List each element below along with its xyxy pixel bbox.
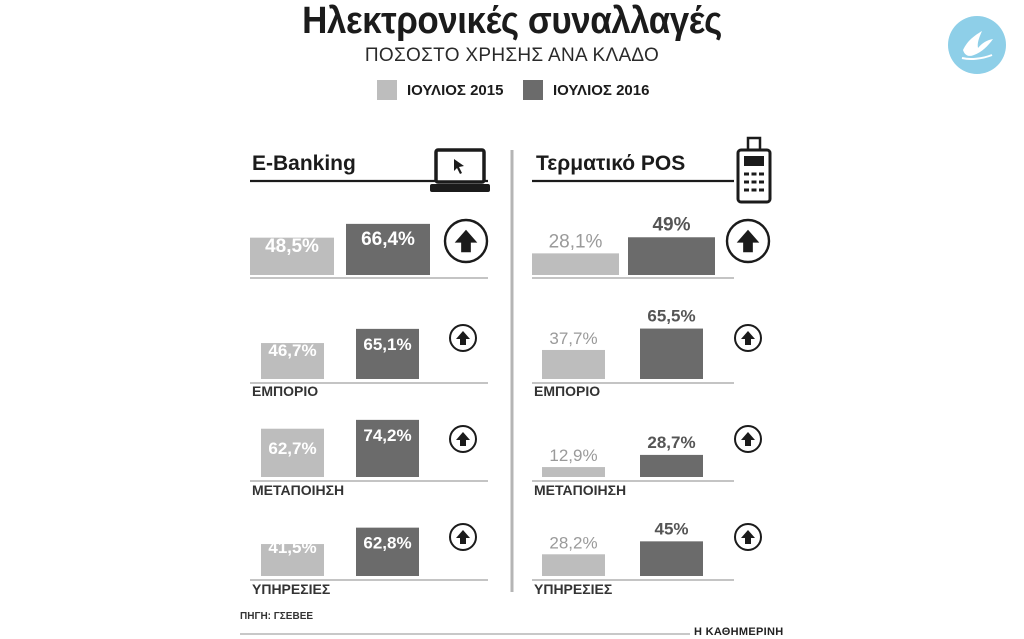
pos-row-1-bar-2015 bbox=[542, 350, 605, 379]
ebanking-row-1-label-2015: 46,7% bbox=[268, 341, 317, 360]
pos-row-2-bar-2016 bbox=[640, 455, 703, 477]
ebanking-row-2-label-2015: 62,7% bbox=[268, 439, 317, 458]
source-note: ΠΗΓΗ: ΓΣΕΒΕΕ bbox=[240, 611, 314, 622]
pos-row-3-arrow-up-circle-icon bbox=[735, 524, 761, 550]
ebanking-row-0-arrow-up-circle-icon bbox=[445, 220, 487, 262]
pos-row-2-bar-2015 bbox=[542, 467, 605, 477]
pos-row-1-label-2015: 37,7% bbox=[549, 328, 598, 348]
pos-row-2-arrow-up-circle-icon bbox=[735, 426, 761, 452]
pos-row-2-label-2016: 28,7% bbox=[647, 432, 696, 452]
ebanking-row-2-label-2016: 74,2% bbox=[363, 425, 412, 445]
pos-row-3-label-2016: 45% bbox=[654, 519, 689, 539]
laptop-icon bbox=[430, 150, 490, 192]
ebanking-row-1-arrow-up-circle-icon bbox=[450, 325, 476, 351]
ebanking-row-1-label-2016: 65,1% bbox=[363, 334, 412, 354]
chart-title: Ηλεκτρονικές συναλλαγές bbox=[302, 0, 722, 42]
ebanking-row-2-category-label: ΜΕΤΑΠΟΙΗΣΗ bbox=[252, 482, 345, 498]
legend-label-2015: ΙΟΥΛΙΟΣ 2015 bbox=[407, 81, 504, 99]
pos-row-3-bar-2015 bbox=[542, 554, 605, 576]
pos-row-3-category-label: ΥΠΗΡΕΣΙΕΣ bbox=[534, 581, 613, 597]
chart-subtitle: ΠΟΣΟΣΤΟ ΧΡΗΣΗΣ ΑΝΑ ΚΛΑΔΟ bbox=[364, 45, 660, 66]
ebanking-row-3-label-2015: 41,5% bbox=[268, 538, 317, 557]
pos-row-0-bar-2015 bbox=[532, 253, 619, 275]
pos-row-1-label-2016: 65,5% bbox=[647, 306, 696, 326]
pos-row-2-category-label: ΜΕΤΑΠΟΙΗΣΗ bbox=[534, 482, 627, 498]
pos-row-2-label-2015: 12,9% bbox=[549, 446, 598, 466]
ebanking-row-3-label-2016: 62,8% bbox=[363, 533, 412, 553]
ebanking-row-2-arrow-up-circle-icon bbox=[450, 426, 476, 452]
pos-row-0-label-2016: 49% bbox=[652, 214, 691, 236]
legend-label-2016: ΙΟΥΛΙΟΣ 2016 bbox=[553, 81, 650, 99]
ebanking-row-3-category-label: ΥΠΗΡΕΣΙΕΣ bbox=[252, 581, 331, 597]
ebanking-row-0-label-2016: 66,4% bbox=[361, 228, 415, 250]
pos-terminal-icon bbox=[738, 138, 770, 202]
ebanking-row-0-label-2015: 48,5% bbox=[265, 236, 319, 257]
pos-row-1-bar-2016 bbox=[640, 329, 703, 379]
pos-row-3-label-2015: 28,2% bbox=[549, 533, 598, 553]
pos-row-1-category-label: ΕΜΠΟΡΙΟ bbox=[534, 383, 601, 399]
ebanking-row-1-category-label: ΕΜΠΟΡΙΟ bbox=[252, 383, 319, 399]
pos-row-3-bar-2016 bbox=[640, 541, 703, 576]
footer-rule bbox=[240, 633, 690, 635]
ebanking-panel-title: E-Banking bbox=[252, 152, 356, 175]
pos-row-1-arrow-up-circle-icon bbox=[735, 325, 761, 351]
ebanking-row-3-arrow-up-circle-icon bbox=[450, 524, 476, 550]
pos-panel-title: Τερματικό POS bbox=[536, 152, 686, 175]
pos-row-0-arrow-up-circle-icon bbox=[727, 220, 769, 262]
pos-row-0-bar-2016 bbox=[628, 237, 715, 275]
pos-row-0-label-2015: 28,1% bbox=[548, 231, 603, 253]
publisher-brand: Η ΚΑΘΗΜΕΡΙΝΗ bbox=[694, 626, 784, 638]
